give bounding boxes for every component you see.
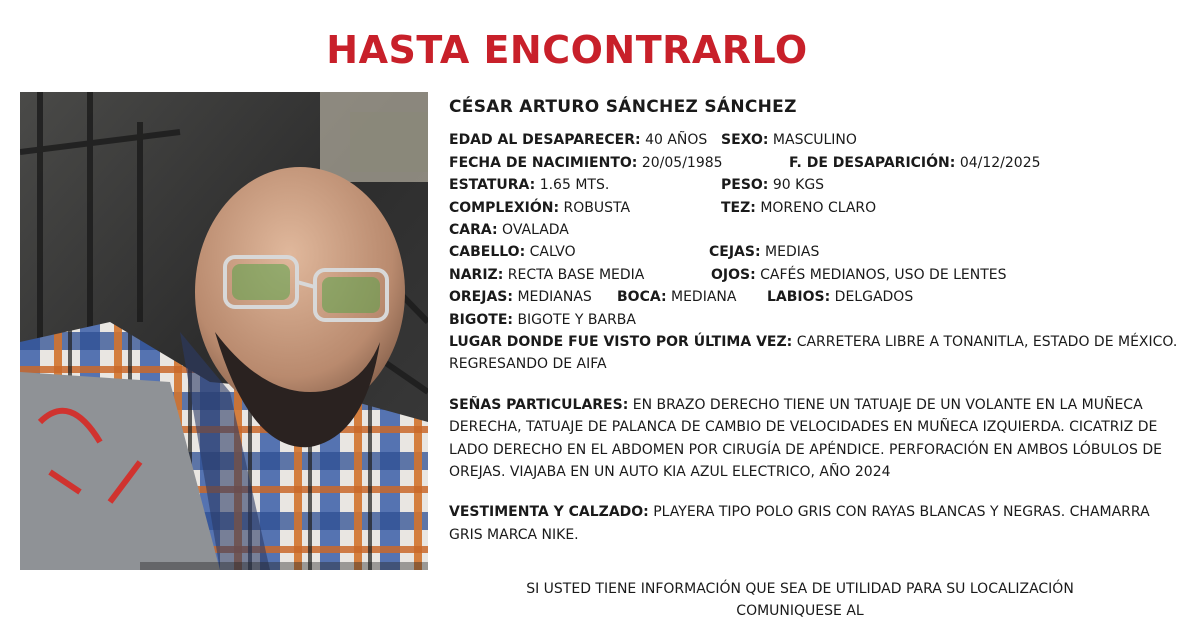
nariz-label: NARIZ: [449, 266, 504, 283]
bigote-value: BIGOTE Y BARBA [517, 311, 636, 328]
peso-value: 90 KGS [772, 177, 825, 194]
orejas-label: OREJAS: [449, 289, 513, 306]
cejas-label: CEJAS: [709, 244, 761, 261]
cara-value: OVALADA [502, 221, 569, 238]
cabello-value: CALVO [529, 244, 576, 261]
person-info [449, 96, 1179, 546]
peso-label: PESO: [721, 177, 769, 194]
boca-value: MEDIANA [671, 289, 737, 306]
footer-line-2: COMUNIQUESE AL [736, 603, 864, 619]
headline: HASTA ENCONTRARLO [326, 28, 808, 72]
estatura-label: ESTATURA: [449, 177, 536, 194]
ojos-value: CAFÉS MEDIANOS, USO DE LENTES [760, 266, 1007, 283]
row-complexion-tez [449, 197, 1179, 219]
row-orejas-boca-labios [449, 286, 1179, 308]
lugar-paragraph [449, 331, 1179, 376]
tez-value: MORENO CLARO [760, 199, 877, 216]
orejas-value: MEDIANAS [517, 289, 592, 306]
row-cara [449, 219, 1179, 241]
senas-paragraph [449, 394, 1179, 484]
lugar-value: CARRETERA LIBRE A TONANITLA, ESTADO DE MÉXICO. REGRESANDO DE AIFA [449, 333, 1178, 373]
estatura-value: 1.65 MTS. [539, 177, 610, 194]
cara-label: CARA: [449, 221, 498, 238]
senas-value: EN BRAZO DERECHO TIENE UN TATUAJE DE UN VOLANTE EN LA MUÑECA DERECHA, TATUAJE DE PALANCA DE CAMBIO DE VELOCIDADES EN MUÑECA IZQUIERDA. CICATRIZ DE LADO DERECHO EN EL ABDOMEN POR CIRUGÍA DE APÉNDICE. PERFORACIÓN EN AMBOS LÓBULOS DE OREJAS. VIAJABA EN UN AUTO KIA AZUL ELECTRICO, AÑO 2024 [449, 396, 1163, 480]
vestimenta-paragraph [449, 501, 1179, 546]
row-estatura-peso [449, 174, 1179, 196]
cabello-label: CABELLO: [449, 244, 526, 261]
sexo-label: SEXO: [721, 132, 769, 149]
person-name: CÉSAR ARTURO SÁNCHEZ SÁNCHEZ [449, 97, 797, 117]
row-cabello-cejas [449, 241, 1179, 263]
complexion-label: COMPLEXIÓN: [449, 199, 560, 216]
labios-value: DELGADOS [834, 289, 914, 306]
desaparicion-label: F. DE DESAPARICIÓN: [789, 154, 956, 171]
person-photo [20, 92, 428, 570]
vestimenta-value: PLAYERA TIPO POLO GRIS CON RAYAS BLANCAS Y NEGRAS. CHAMARRA GRIS MARCA NIKE. [449, 504, 1150, 543]
labios-label: LABIOS: [767, 289, 831, 306]
ojos-label: OJOS: [711, 266, 756, 283]
footer-line-1: SI USTED TIENE INFORMACIÓN QUE SEA DE UTILIDAD PARA SU LOCALIZACIÓN [526, 581, 1074, 597]
nacimiento-value: 20/05/1985 [641, 154, 723, 171]
nariz-value: RECTA BASE MEDIA [507, 266, 645, 283]
contact-footer [440, 578, 1160, 622]
vestimenta-label: VESTIMENTA Y CALZADO: [449, 504, 649, 521]
row-nariz-ojos [449, 264, 1179, 286]
row-edad-sexo [449, 129, 1179, 151]
row-fechas [449, 152, 1179, 174]
nacimiento-label: FECHA DE NACIMIENTO: [449, 154, 638, 171]
row-bigote [449, 309, 1179, 331]
cejas-value: MEDIAS [765, 244, 820, 261]
senas-label: SEÑAS PARTICULARES: [449, 396, 629, 413]
sexo-value: MASCULINO [772, 132, 857, 149]
complexion-value: ROBUSTA [563, 199, 631, 216]
desaparicion-value: 04/12/2025 [959, 154, 1041, 171]
tez-label: TEZ: [721, 199, 756, 216]
edad-value: 40 AÑOS [645, 132, 708, 149]
boca-label: BOCA: [617, 289, 667, 306]
lugar-label: LUGAR DONDE FUE VISTO POR ÚLTIMA VEZ: [449, 333, 793, 350]
bigote-label: BIGOTE: [449, 311, 513, 328]
edad-label: EDAD AL DESAPARECER: [449, 132, 641, 149]
